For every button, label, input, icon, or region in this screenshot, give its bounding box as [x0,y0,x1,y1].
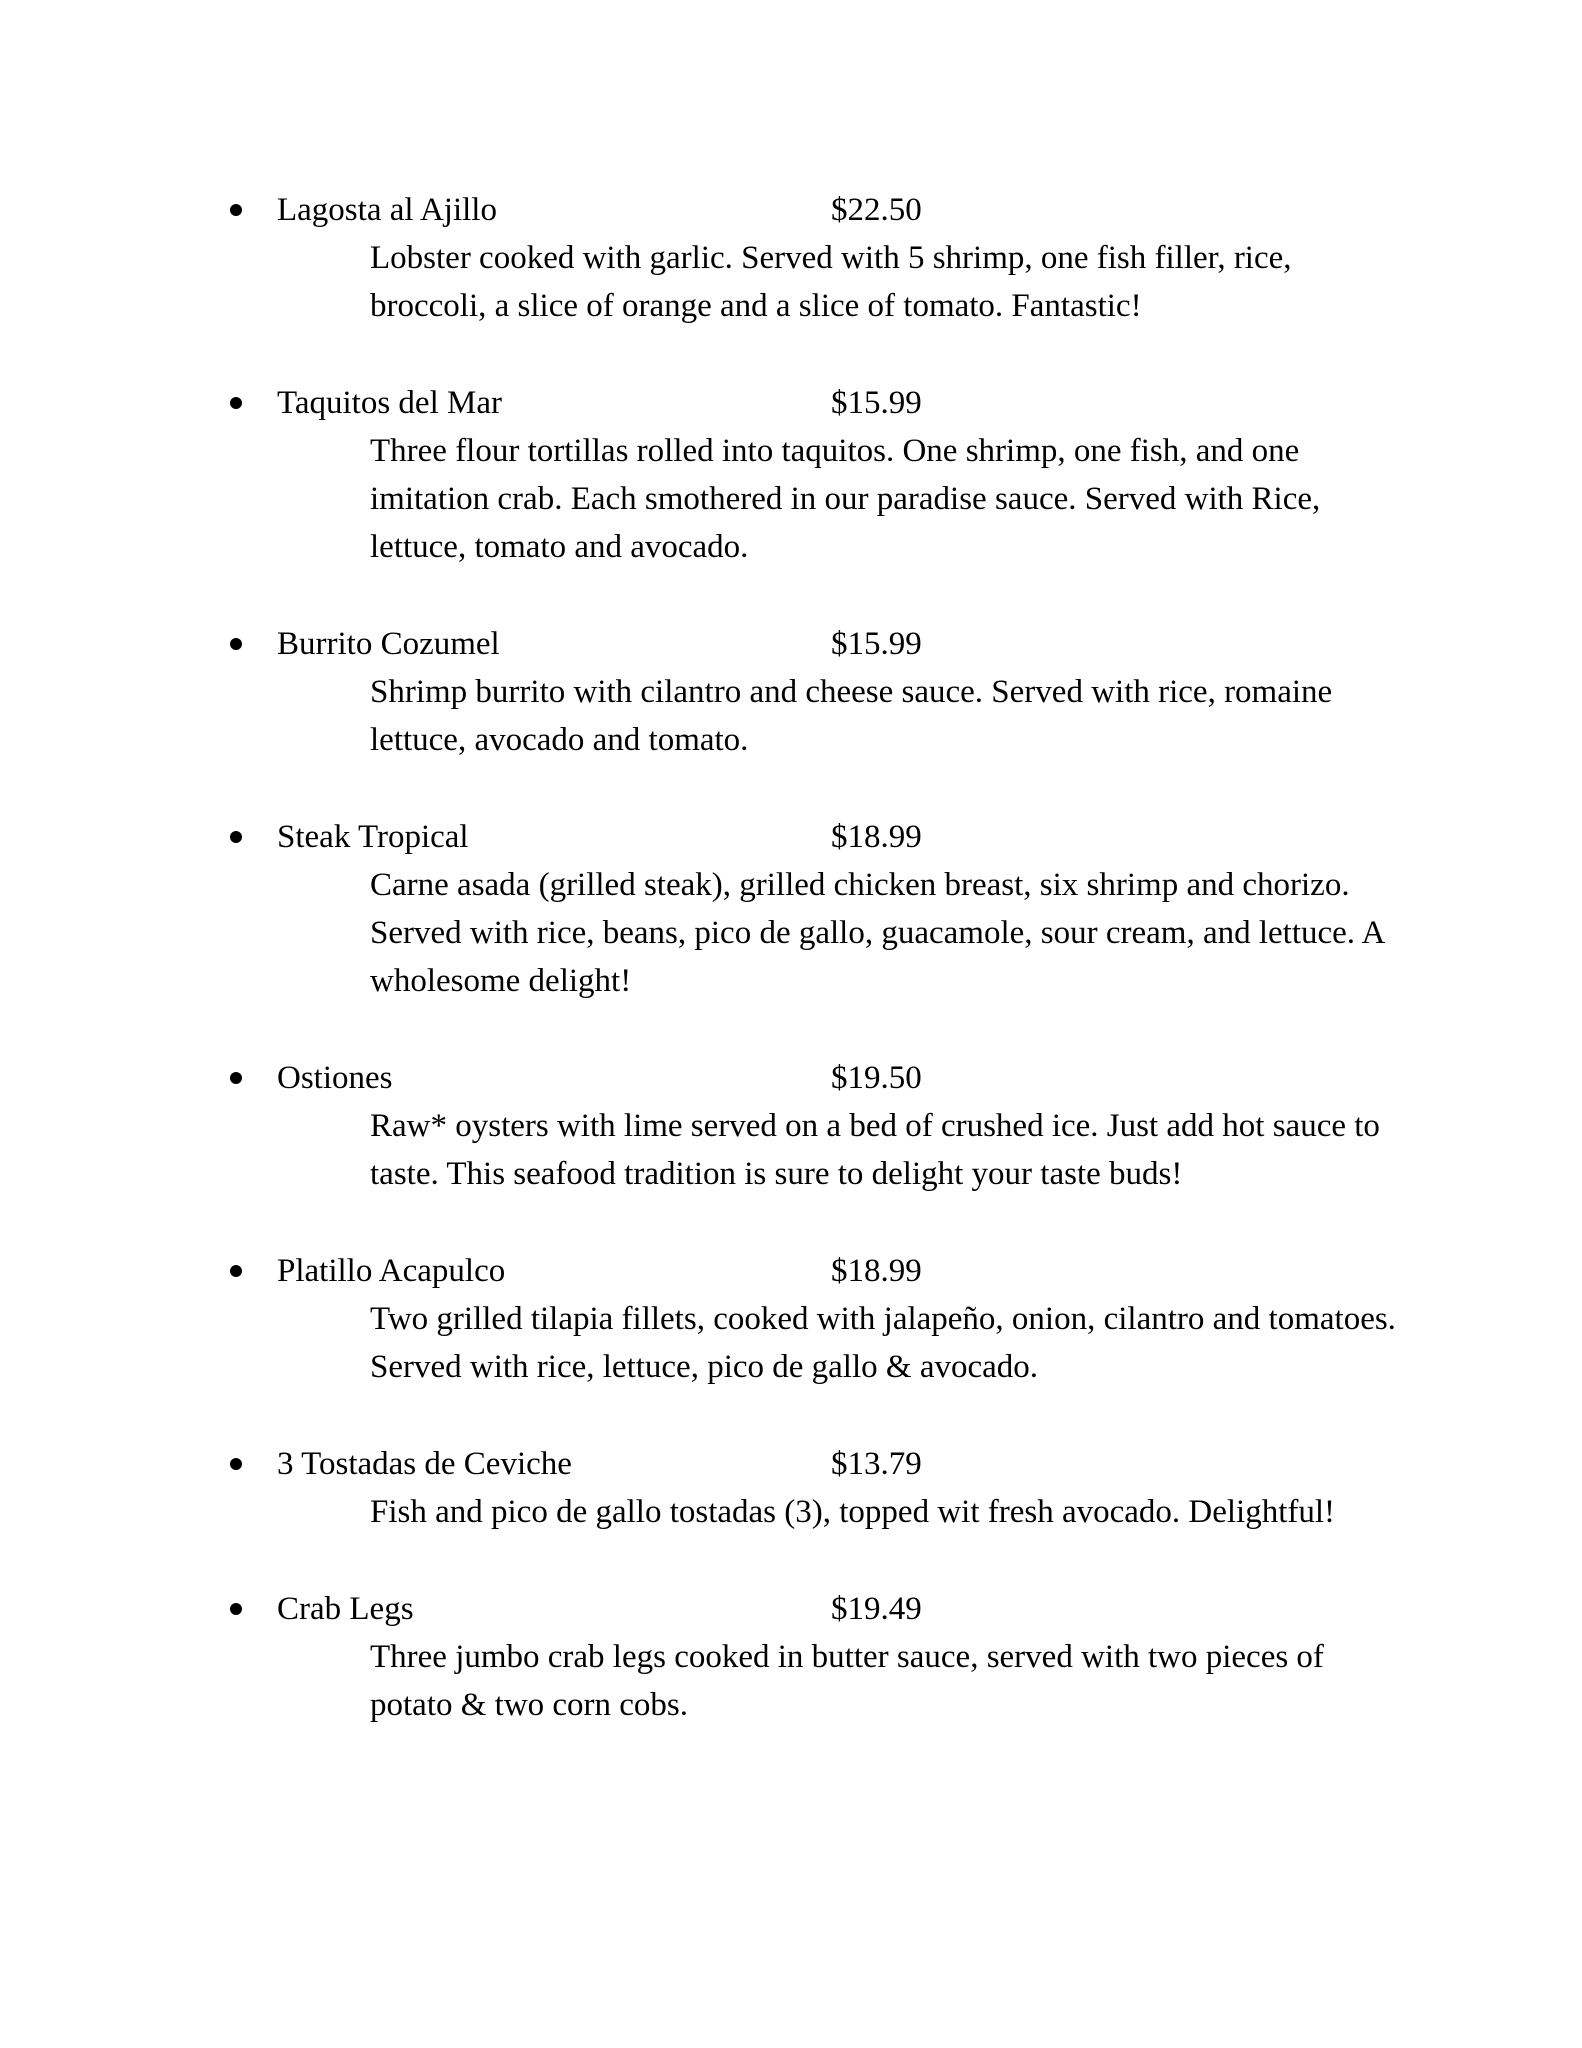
menu-item-description: Shrimp burrito with cilantro and cheese sauce. Served with rice, romaine lettuce, avocado and tomato. [370,674,1333,758]
menu-item [0,620,1582,764]
menu-item [0,1247,1582,1391]
menu-item-header [0,620,1582,668]
menu-item-header [0,813,1582,861]
bullet-icon [230,1603,242,1615]
menu-item-name: Lagosta al Ajillo [277,192,497,228]
menu-item [0,1054,1582,1198]
menu-item-price: $18.99 [831,819,922,855]
menu-item [0,1440,1582,1536]
menu-item-description: Fish and pico de gallo tostadas (3), topped wit fresh avocado. Delightful! [370,1494,1336,1530]
menu-item [0,1585,1582,1729]
menu-item-price: $15.99 [831,626,922,662]
menu-item [0,379,1582,571]
bullet-icon [230,638,242,650]
menu-item-price: $19.49 [831,1591,922,1627]
menu-item-price: $13.79 [831,1446,922,1482]
menu-item-name: Ostiones [277,1060,393,1096]
menu-item-price: $19.50 [831,1060,922,1096]
menu-item-header [0,1585,1582,1633]
menu-list [0,186,1582,1778]
menu-item-name: Platillo Acapulco [277,1253,506,1289]
menu-item-name: Crab Legs [277,1591,414,1627]
bullet-icon [230,204,242,216]
menu-item-price: $18.99 [831,1253,922,1289]
menu-item-description: Carne asada (grilled steak), grilled chicken breast, six shrimp and chorizo. Served with rice, beans, pico de gallo, guacamole, sour cream, and lettuce. A wholesome delight! [370,867,1384,999]
bullet-icon [230,397,242,409]
bullet-icon [230,831,242,843]
menu-item-name: Steak Tropical [277,819,469,855]
menu-item-description: Two grilled tilapia fillets, cooked with jalapeño, onion, cilantro and tomatoes. Served with rice, lettuce, pico de gallo & avocado. [370,1301,1396,1385]
menu-item-description: Raw* oysters with lime served on a bed of crushed ice. Just add hot sauce to taste. This seafood tradition is sure to delight your taste buds! [370,1108,1380,1192]
menu-item-header [0,379,1582,427]
bullet-icon [230,1265,242,1277]
menu-item-header [0,1440,1582,1488]
menu-item-header [0,1247,1582,1295]
menu-item-name: 3 Tostadas de Ceviche [277,1446,572,1482]
menu-item-name: Taquitos del Mar [277,385,502,421]
menu-item-description: Three jumbo crab legs cooked in butter sauce, served with two pieces of potato & two corn cobs. [370,1639,1324,1723]
menu-item-header [0,186,1582,234]
menu-item-description: Three flour tortillas rolled into taquitos. One shrimp, one fish, and one imitation crab. Each smothered in our paradise sauce. Served with Rice, lettuce, tomato and avocado. [370,433,1321,565]
menu-item-name: Burrito Cozumel [277,626,500,662]
bullet-icon [230,1072,242,1084]
menu-item [0,186,1582,330]
menu-item [0,813,1582,1005]
menu-item-price: $15.99 [831,385,922,421]
menu-item-price: $22.50 [831,192,922,228]
menu-item-header [0,1054,1582,1102]
menu-item-description: Lobster cooked with garlic. Served with 5 shrimp, one fish filler, rice, broccoli, a slice of orange and a slice of tomato. Fantastic! [370,240,1292,324]
bullet-icon [230,1458,242,1470]
